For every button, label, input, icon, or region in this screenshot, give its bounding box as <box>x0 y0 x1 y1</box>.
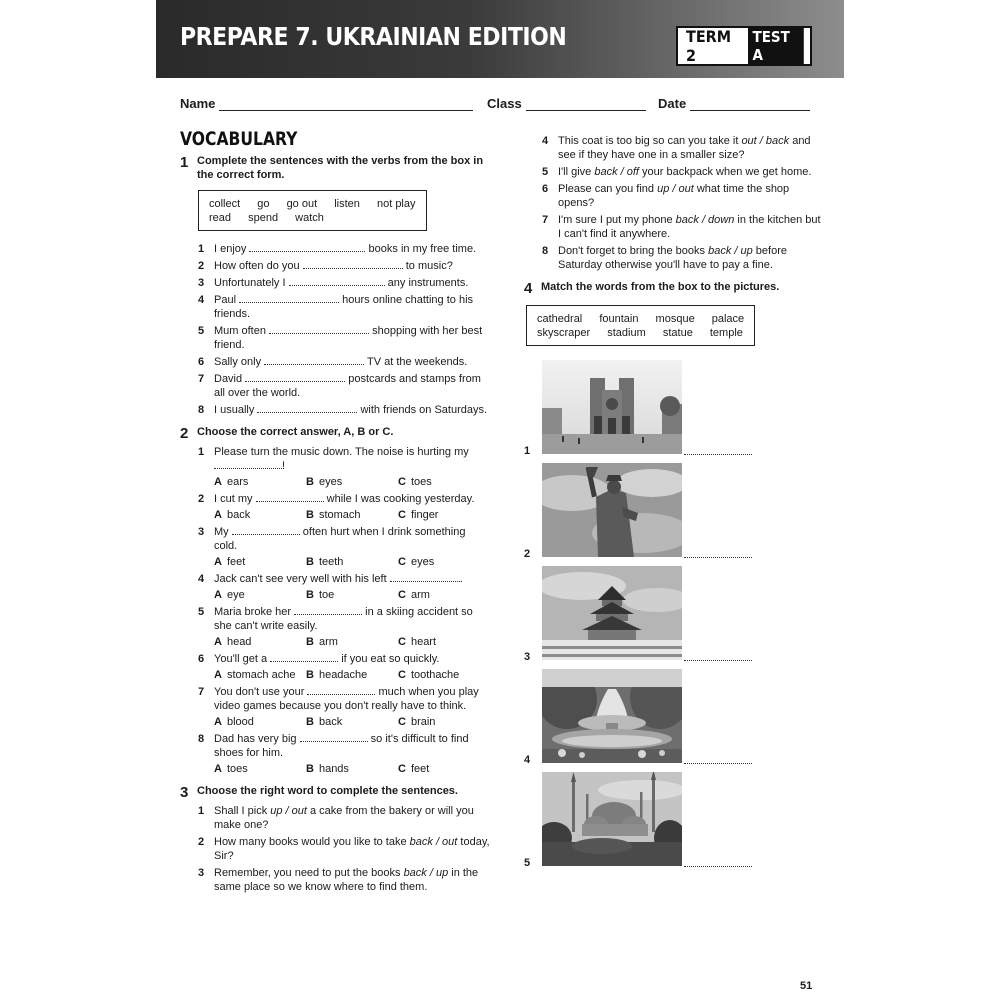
word: read <box>209 212 232 224</box>
picture-number: 2 <box>524 548 531 560</box>
word: mosque <box>655 313 695 325</box>
statue-photo-icon <box>542 463 682 557</box>
item-before: Maria broke her <box>214 606 292 618</box>
mosque-photo-icon <box>542 772 682 866</box>
item-number: 6 <box>198 653 205 665</box>
item-text: This coat is too big so can you take it out / back and see if they have one in a smaller size? <box>558 135 811 161</box>
picture-number: 3 <box>524 651 531 663</box>
answer-blank[interactable] <box>232 525 300 535</box>
class-line[interactable] <box>526 99 646 111</box>
option-b[interactable]: B hands <box>306 763 349 775</box>
word-box-row <box>209 211 416 225</box>
item-before: I enjoy <box>214 243 247 255</box>
word-choice[interactable]: out / back <box>741 135 790 147</box>
item-before: I usually <box>214 404 255 416</box>
option-b[interactable]: B eyes <box>306 476 343 488</box>
date-field[interactable] <box>658 96 810 111</box>
answer-blank[interactable] <box>390 572 460 582</box>
task1-word-box <box>198 190 427 231</box>
option-a[interactable]: A ears <box>214 476 249 488</box>
option-a[interactable]: A back <box>214 509 251 521</box>
task2-item <box>198 572 490 586</box>
task2-item <box>198 732 490 760</box>
item-number: 8 <box>198 404 205 416</box>
task1-item <box>198 293 490 321</box>
word: go <box>257 198 270 210</box>
item-number: 3 <box>198 277 205 289</box>
name-label: Name <box>180 96 216 111</box>
item-number: 4 <box>198 294 205 306</box>
option-c[interactable]: C brain <box>398 716 436 728</box>
item-number: 2 <box>198 836 205 848</box>
word-choice[interactable]: back / down <box>675 214 735 226</box>
item-before: Mum often <box>214 325 266 337</box>
item-before: Please turn the music down. The noise is hurting my <box>214 446 469 458</box>
task1-items <box>180 242 490 417</box>
item-text <box>214 525 490 553</box>
item-before: David <box>214 373 243 385</box>
item-number: 7 <box>198 373 205 385</box>
option-a[interactable]: A blood <box>214 716 254 728</box>
picture-number: 4 <box>524 754 531 766</box>
item-number: 5 <box>198 606 205 618</box>
word: stadium <box>607 327 646 339</box>
item-text <box>214 403 490 417</box>
item-number: 5 <box>198 325 205 337</box>
word-box-row <box>537 312 744 326</box>
option-a[interactable]: A stomach ache <box>214 669 296 681</box>
task3-item <box>198 835 490 863</box>
class-field[interactable] <box>487 96 646 111</box>
name-line[interactable] <box>219 99 473 111</box>
header-banner <box>156 0 844 78</box>
item-number: 2 <box>198 260 205 272</box>
page-number: 51 <box>800 980 813 992</box>
left-column <box>180 128 490 894</box>
task-instruction: Choose the right word to complete the sentences. <box>197 785 458 797</box>
word: skyscraper <box>537 327 591 339</box>
item-text: Don't forget to bring the books back / up before Saturday otherwise you'll have to pay a fine. <box>558 245 787 271</box>
task1-item <box>198 242 490 256</box>
task1-item <box>198 324 490 352</box>
task3-item <box>198 804 490 832</box>
item-after: postcards and stamps from all over the world. <box>214 373 481 399</box>
answer-blank[interactable] <box>256 492 324 502</box>
answer-blank[interactable] <box>245 372 345 382</box>
task3-item <box>542 213 824 241</box>
temple-photo-icon <box>542 566 682 660</box>
word: statue <box>662 327 693 339</box>
task1-item <box>198 355 490 369</box>
answer-blank[interactable] <box>307 685 375 695</box>
item-text <box>214 572 490 586</box>
task-instruction: Match the words from the box to the pictures. <box>541 281 780 293</box>
task1-item <box>198 372 490 400</box>
answer-options <box>214 715 490 729</box>
task3-item <box>542 134 824 162</box>
task2-item <box>198 652 490 666</box>
task-number: 4 <box>524 280 533 297</box>
item-text <box>214 372 490 400</box>
picture-number: 5 <box>524 857 531 869</box>
picture-number: 1 <box>524 445 531 457</box>
task3-heading <box>180 784 490 801</box>
answer-options <box>214 668 490 682</box>
item-after: any instruments. <box>387 277 469 289</box>
item-text <box>214 259 490 273</box>
item-before: You'll get a <box>214 653 268 665</box>
task1-item <box>198 259 490 273</box>
task2-item <box>198 685 490 713</box>
item-text <box>214 355 490 369</box>
item-after: books in my free time. <box>368 243 477 255</box>
option-a[interactable]: A head <box>214 636 252 648</box>
task4-word-box <box>526 305 755 346</box>
class-label: Class <box>487 96 522 111</box>
option-c[interactable]: C heart <box>398 636 437 648</box>
task-number: 3 <box>180 784 189 801</box>
option-c[interactable]: C arm <box>398 589 430 601</box>
word-box-row <box>209 197 416 211</box>
picture-item <box>524 772 824 875</box>
section-title: VOCABULARY <box>180 128 298 150</box>
task2-item <box>198 445 490 473</box>
item-text: Remember, you need to put the books back / up in the same place so we know where to find them. <box>214 867 479 893</box>
picture-item <box>524 463 824 566</box>
item-before: Unfortunately I <box>214 277 286 289</box>
picture-item <box>524 669 824 772</box>
task-instruction: Choose the correct answer, A, B or C. <box>197 426 394 438</box>
item-text <box>214 276 490 290</box>
task4-heading <box>524 280 824 297</box>
answer-options <box>214 588 490 602</box>
name-field[interactable] <box>180 96 473 111</box>
item-before: I cut my <box>214 493 253 505</box>
answer-blank[interactable] <box>269 324 369 334</box>
task3-item <box>198 866 490 894</box>
answer-blank[interactable] <box>684 557 752 558</box>
item-before: You don't use your <box>214 686 305 698</box>
item-before: How often do you <box>214 260 300 272</box>
option-a[interactable]: A eye <box>214 589 245 601</box>
item-text: How many books would you like to take back / out today, Sir? <box>214 836 490 862</box>
word-choice[interactable]: back / up <box>708 245 753 257</box>
item-after: ! <box>282 460 286 472</box>
answer-blank[interactable] <box>214 459 282 469</box>
task3-items-left <box>180 804 490 894</box>
test-badge: TEST A <box>748 27 804 65</box>
task-instruction: Complete the sentences with the verbs from the box in the correct form. <box>197 155 484 181</box>
item-text <box>214 242 490 256</box>
option-c[interactable]: C toes <box>398 476 432 488</box>
word: collect <box>209 198 241 210</box>
term-label: TERM 2 <box>686 27 732 65</box>
option-b[interactable]: B back <box>306 716 343 728</box>
task1-heading <box>180 154 490 182</box>
option-b[interactable]: B stomach <box>306 509 361 521</box>
answer-blank[interactable] <box>257 403 357 413</box>
item-number: 8 <box>542 245 549 257</box>
item-after: to music? <box>405 260 453 272</box>
date-label: Date <box>658 96 687 111</box>
item-text <box>214 685 490 713</box>
answer-options <box>214 475 490 489</box>
item-number: 8 <box>198 733 205 745</box>
option-b[interactable]: B toe <box>306 589 335 601</box>
task3-item <box>542 165 824 179</box>
task1-item <box>198 403 490 417</box>
answer-blank[interactable] <box>684 866 752 867</box>
item-text <box>214 492 490 506</box>
item-number: 3 <box>198 526 205 538</box>
item-after: with friends on Saturdays. <box>360 404 488 416</box>
word-choice[interactable]: back / off <box>594 166 639 178</box>
item-after: hours online chatting to his friends. <box>214 294 474 320</box>
item-after: while I was cooking yesterday. <box>326 493 475 505</box>
answer-blank[interactable] <box>684 660 752 661</box>
date-line[interactable] <box>690 99 810 111</box>
answer-options <box>214 508 490 522</box>
task2-item <box>198 605 490 633</box>
item-text <box>214 605 490 633</box>
picture-item <box>524 360 824 463</box>
word-choice[interactable]: up / out <box>270 805 307 817</box>
word: cathedral <box>537 313 583 325</box>
item-after: shopping with her best friend. <box>214 325 483 351</box>
answer-blank[interactable] <box>239 293 339 303</box>
option-c[interactable]: C finger <box>398 509 439 521</box>
option-c[interactable]: C eyes <box>398 556 435 568</box>
item-number: 6 <box>542 183 549 195</box>
word-choice[interactable]: up / out <box>657 183 694 195</box>
item-number: 1 <box>198 446 205 458</box>
right-column <box>524 134 824 875</box>
answer-blank[interactable] <box>249 242 365 252</box>
item-number: 2 <box>198 493 205 505</box>
task-number: 2 <box>180 425 189 442</box>
option-b[interactable]: B teeth <box>306 556 344 568</box>
item-before: Jack can't see very well with his left <box>214 573 387 585</box>
item-number: 4 <box>542 135 549 147</box>
answer-blank[interactable] <box>684 763 752 764</box>
answer-blank[interactable] <box>684 454 752 455</box>
task1-item <box>198 276 490 290</box>
item-text <box>214 445 490 473</box>
item-before: Sally only <box>214 356 262 368</box>
picture-item <box>524 566 824 669</box>
word: not play <box>376 198 416 210</box>
answer-blank[interactable] <box>289 276 385 286</box>
item-before: My <box>214 526 229 538</box>
item-text: I'm sure I put my phone back / down in the kitchen but I can't find it anywhere. <box>558 214 821 240</box>
option-c[interactable]: C toothache <box>398 669 460 681</box>
picture-list <box>524 360 824 875</box>
worksheet-page <box>156 0 844 1000</box>
item-after: so it's difficult to find shoes for him. <box>214 733 469 759</box>
item-number: 7 <box>542 214 549 226</box>
item-after: . <box>459 573 463 585</box>
answer-blank[interactable] <box>294 605 362 615</box>
option-c[interactable]: C feet <box>398 763 430 775</box>
page-title: PREPARE 7. UKRAINIAN EDITION <box>180 22 567 51</box>
item-number: 1 <box>198 243 205 255</box>
fountain-photo-icon <box>542 669 682 763</box>
task3-items-right <box>524 134 824 272</box>
item-text <box>214 652 490 666</box>
option-b[interactable]: B headache <box>306 669 368 681</box>
task2-item <box>198 492 490 506</box>
item-before: Dad has very big <box>214 733 297 745</box>
word: palace <box>711 313 745 325</box>
item-after: often hurt when I drink something cold. <box>214 526 466 552</box>
answer-blank[interactable] <box>300 732 368 742</box>
word: watch <box>295 212 324 224</box>
word-box-row <box>537 326 744 340</box>
item-text <box>214 293 490 321</box>
word-choice[interactable]: back / out <box>409 836 458 848</box>
word-choice[interactable]: back / up <box>403 867 449 879</box>
item-text: Shall I pick up / out a cake from the bakery or will you make one? <box>214 805 474 831</box>
task2-heading <box>180 425 490 442</box>
item-after: much when you play video games because you don't really have to think. <box>214 686 479 712</box>
item-number: 6 <box>198 356 205 368</box>
answer-options <box>214 635 490 649</box>
item-number: 1 <box>198 805 205 817</box>
item-text <box>214 324 490 352</box>
word: fountain <box>599 313 639 325</box>
student-info-fields <box>180 96 812 116</box>
answer-options <box>214 762 490 776</box>
option-a[interactable]: A toes <box>214 763 248 775</box>
item-number: 5 <box>542 166 549 178</box>
item-text: Please can you find up / out what time the shop opens? <box>558 183 790 209</box>
option-a[interactable]: A feet <box>214 556 246 568</box>
task3-item <box>542 244 824 272</box>
item-before: Paul <box>214 294 237 306</box>
word: listen <box>334 198 360 210</box>
answer-options <box>214 555 490 569</box>
word: go out <box>286 198 318 210</box>
item-number: 4 <box>198 573 205 585</box>
answer-blank[interactable] <box>264 355 364 365</box>
term-test-box <box>676 26 812 66</box>
item-number: 7 <box>198 686 205 698</box>
task-number: 1 <box>180 154 189 171</box>
item-text <box>214 732 490 760</box>
item-after: if you eat so quickly. <box>341 653 440 665</box>
item-number: 3 <box>198 867 205 879</box>
cathedral-photo-icon <box>542 360 682 454</box>
answer-blank[interactable] <box>303 259 403 269</box>
task2-items <box>180 445 490 776</box>
task3-item <box>542 182 824 210</box>
task2-item <box>198 525 490 553</box>
answer-blank[interactable] <box>270 652 338 662</box>
option-b[interactable]: B arm <box>306 636 338 648</box>
word: spend <box>248 212 279 224</box>
word: temple <box>709 327 743 339</box>
item-after: in a skiing accident so she can't write easily. <box>214 606 473 632</box>
item-text: I'll give back / off your backpack when we get home. <box>558 166 812 178</box>
item-after: TV at the weekends. <box>367 356 468 368</box>
